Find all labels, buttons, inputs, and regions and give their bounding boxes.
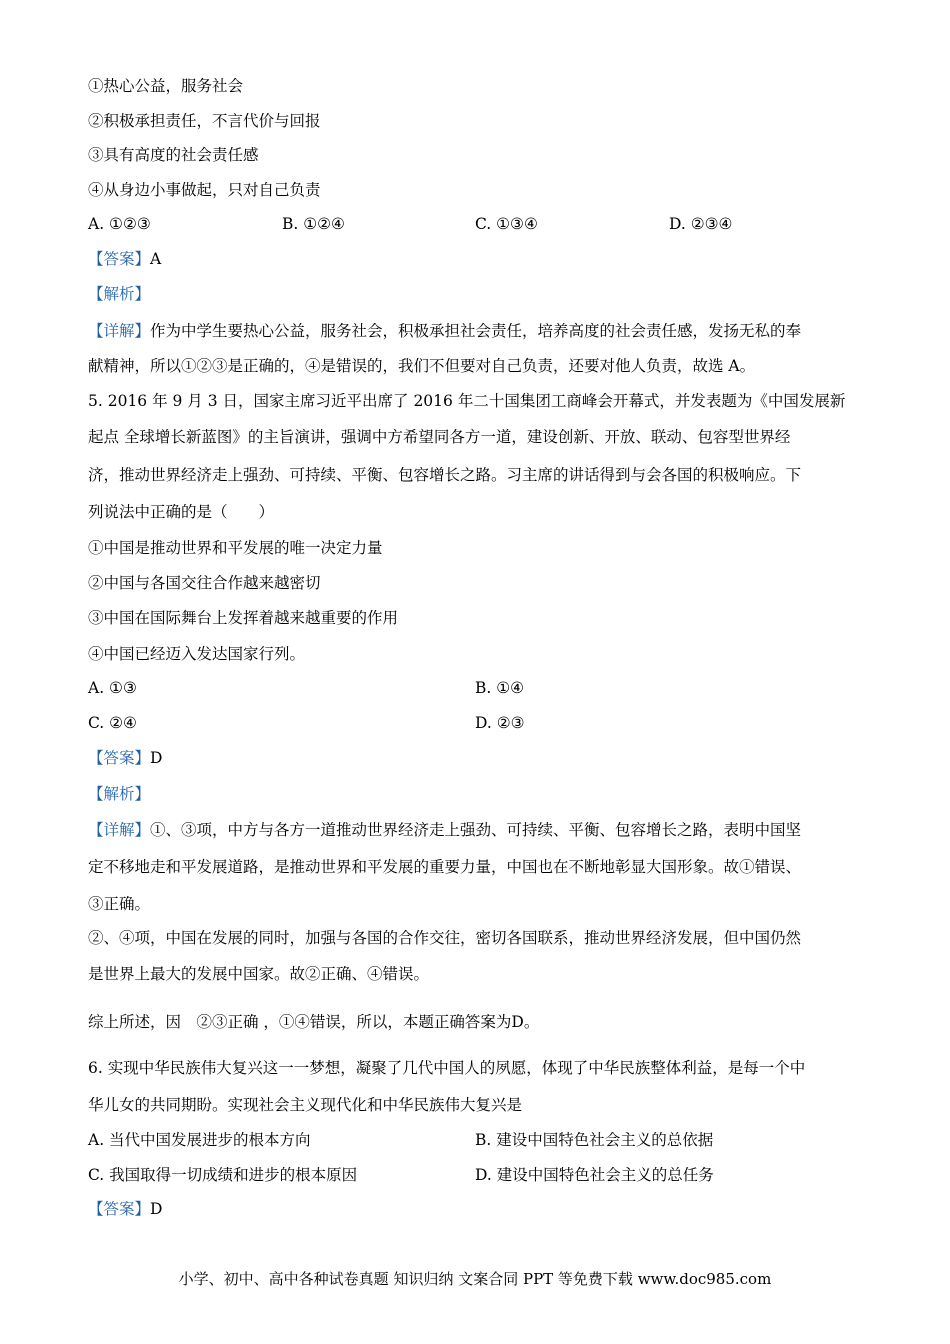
answer-tag: 【答案】 bbox=[88, 749, 151, 767]
q5-option-a: A. ①③ bbox=[88, 679, 137, 697]
q4-item-4: ④从身边小事做起，只对自己负责 bbox=[88, 181, 321, 199]
q5-stem-line-1: 5. 2016 年 9 月 3 日，国家主席习近平出席了 2016 年二十国集团工商峰会开幕式，并发表题为《中国发展新 bbox=[88, 392, 846, 410]
q4-option-c: C. ①③④ bbox=[475, 215, 538, 233]
q4-item-2: ②积极承担责任，不言代价与回报 bbox=[88, 112, 321, 130]
q5-item-4: ④中国已经迈入发达国家行列。 bbox=[88, 645, 306, 663]
q5-stem-line-2: 起点 全球增长新蓝图》的主旨演讲，强调中方希望同各方一道，建设创新、开放、联动、包容型世界经 bbox=[88, 428, 791, 446]
q6-stem-line-2: 华儿女的共同期盼。实现社会主义现代化和中华民族伟大复兴是 bbox=[88, 1096, 523, 1114]
q4-analysis bbox=[88, 284, 150, 304]
q4-detail-line-1 bbox=[88, 321, 801, 341]
q5-option-c: C. ②④ bbox=[88, 714, 137, 732]
answer-tag: 【答案】 bbox=[88, 250, 151, 268]
q5-option-b: B. ①④ bbox=[475, 679, 525, 697]
q5-detail-line-2: 定不移地走和平发展道路，是推动世界和平发展的重要力量，中国也在不断地彰显大国形象。故①错误、 bbox=[88, 858, 802, 876]
q5-analysis bbox=[88, 784, 150, 804]
q5-item-1: ①中国是推动世界和平发展的唯一决定力量 bbox=[88, 539, 383, 557]
q6-option-c: C. 我国取得一切成绩和进步的根本原因 bbox=[88, 1166, 358, 1184]
q6-option-d: D. 建设中国特色社会主义的总任务 bbox=[475, 1166, 714, 1184]
analysis-tag: 【解析】 bbox=[88, 285, 151, 303]
answer-value: D bbox=[150, 1200, 163, 1218]
q6-answer bbox=[88, 1199, 162, 1219]
q5-detail-line-1 bbox=[88, 820, 801, 840]
q5-answer bbox=[88, 748, 162, 768]
detail-tag: 【详解】 bbox=[88, 821, 151, 839]
q4-option-a: A. ①②③ bbox=[88, 215, 151, 233]
detail-tag: 【详解】 bbox=[88, 322, 151, 340]
analysis-tag: 【解析】 bbox=[88, 785, 151, 803]
q6-option-b: B. 建设中国特色社会主义的总依据 bbox=[475, 1131, 714, 1149]
answer-tag: 【答案】 bbox=[88, 1200, 151, 1218]
q5-detail-line-5: 是世界上最大的发展中国家。故②正确、④错误。 bbox=[88, 965, 430, 983]
q4-option-d: D. ②③④ bbox=[669, 215, 733, 233]
q5-summary-line: 综上所述，因 ②③正确 ，①④错误，所以，本题正确答案为D。 bbox=[88, 1013, 540, 1031]
q4-answer bbox=[88, 249, 161, 269]
q6-option-a: A. 当代中国发展进步的根本方向 bbox=[88, 1131, 311, 1149]
q4-item-3: ③具有高度的社会责任感 bbox=[88, 146, 259, 164]
q4-option-b: B. ①②④ bbox=[282, 215, 345, 233]
q5-stem-line-4: 列说法中正确的是（ ） bbox=[88, 503, 275, 521]
detail-text: ①、③项，中方与各方一道推动世界经济走上强劲、可持续、平衡、包容增长之路，表明中国坚 bbox=[150, 821, 802, 839]
q5-item-2: ②中国与各国交往合作越来越密切 bbox=[88, 574, 321, 592]
q4-detail-line-2: 献精神，所以①②③是正确的，④是错误的，我们不但要对自己负责，还要对他人负责，故选 A。 bbox=[88, 357, 756, 375]
q5-option-d: D. ②③ bbox=[475, 714, 525, 732]
q4-item-1: ①热心公益，服务社会 bbox=[88, 77, 244, 95]
q5-stem-line-3: 济，推动世界经济走上强劲、可持续、平衡、包容增长之路。习主席的讲话得到与会各国的积极响应。下 bbox=[88, 466, 802, 484]
answer-value: A bbox=[150, 250, 162, 268]
q5-detail-line-3: ③正确。 bbox=[88, 895, 151, 913]
detail-text: 作为中学生要热心公益，服务社会，积极承担社会责任，培养高度的社会责任感，发扬无私的奉 bbox=[150, 322, 802, 340]
page-footer: 小学、初中、高中各种试卷真题 知识归纳 文案合同 PPT 等免费下载 www.doc985.com bbox=[178, 1270, 772, 1288]
q5-item-3: ③中国在国际舞台上发挥着越来越重要的作用 bbox=[88, 609, 399, 627]
q5-detail-line-4: ②、④项，中国在发展的同时，加强与各国的合作交往，密切各国联系，推动世界经济发展，但中国仍然 bbox=[88, 929, 802, 947]
q6-stem-line-1: 6. 实现中华民族伟大复兴这一一梦想，凝聚了几代中国人的夙愿，体现了中华民族整体利益，是每一个中 bbox=[88, 1059, 806, 1077]
answer-value: D bbox=[150, 749, 163, 767]
